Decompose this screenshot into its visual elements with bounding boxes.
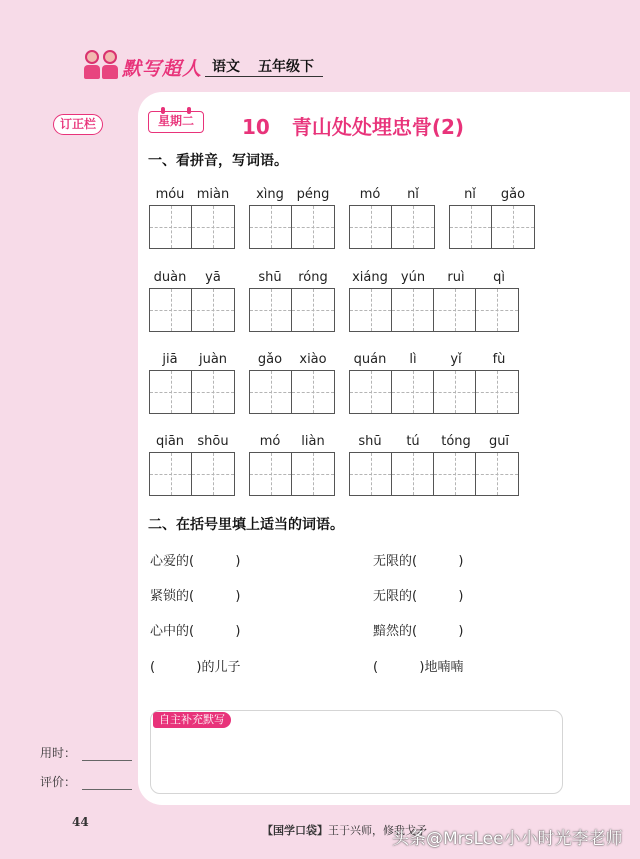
pinyin-syllable: guī [488, 434, 510, 449]
fill-item[interactable]: ( )地喃喃 [373, 660, 464, 675]
fill-item[interactable]: 无限的( ) [373, 589, 464, 604]
writing-grid [349, 288, 519, 332]
writing-grid [149, 288, 235, 332]
writing-grid [149, 205, 235, 249]
time-field [40, 744, 132, 761]
fill-item[interactable]: ( )的儿子 [150, 660, 241, 675]
pinyin-syllable: fù [492, 352, 506, 367]
watermark: 头条@MrsLee小小时光李老师 [392, 829, 623, 849]
writing-cell[interactable] [250, 289, 292, 331]
writing-cell[interactable] [434, 453, 476, 495]
logo-boy-icon [102, 50, 118, 80]
pinyin-syllable: mó [359, 187, 381, 202]
self-write-label: 自主补充默写 [153, 712, 231, 728]
writing-cell[interactable] [192, 206, 234, 248]
pinyin-syllable: liàn [301, 434, 325, 449]
pinyin-syllable: péng [296, 187, 330, 202]
lesson-title [242, 111, 464, 140]
pinyin-syllable: xìng [256, 187, 284, 202]
writing-grid [249, 370, 335, 414]
pinyin-syllable: jiā [162, 352, 178, 367]
writing-cell[interactable] [392, 289, 434, 331]
writing-cell[interactable] [476, 453, 518, 495]
section2-title: 二、在括号里填上适当的词语。 [148, 517, 344, 533]
pinyin-syllable: gǎo [500, 187, 526, 202]
writing-cell[interactable] [250, 453, 292, 495]
time-blank[interactable] [82, 760, 132, 761]
writing-cell[interactable] [150, 371, 192, 413]
grade-label: 五年级下 [258, 59, 314, 75]
pinyin-syllable: róng [298, 270, 328, 285]
logo [84, 48, 214, 84]
pinyin-syllable: yǐ [450, 352, 462, 367]
header-underline [205, 76, 323, 77]
header-info [212, 56, 332, 76]
writing-cell[interactable] [350, 289, 392, 331]
eval-field [40, 773, 132, 790]
pinyin-syllable: tú [406, 434, 420, 449]
writing-cell[interactable] [192, 453, 234, 495]
pinyin-syllable: juàn [198, 352, 228, 367]
fill-item[interactable]: 紧锁的( ) [150, 589, 241, 604]
pinyin-syllable: yún [400, 270, 426, 285]
writing-cell[interactable] [192, 289, 234, 331]
section1-title: 一、看拼音，写词语。 [148, 153, 288, 169]
writing-grid [149, 370, 235, 414]
pinyin-syllable: shū [358, 434, 382, 449]
writing-grid [249, 452, 335, 496]
writing-grid [249, 288, 335, 332]
writing-cell[interactable] [150, 453, 192, 495]
writing-cell[interactable] [350, 206, 392, 248]
writing-cell[interactable] [292, 453, 334, 495]
pinyin-syllable: móu [155, 187, 185, 202]
day-tag: 星期二 [148, 111, 204, 133]
writing-cell[interactable] [350, 453, 392, 495]
fill-item[interactable]: 心爱的( ) [150, 554, 241, 569]
writing-cell[interactable] [476, 371, 518, 413]
logo-text: 默写超人 [122, 58, 203, 80]
writing-grid [349, 205, 435, 249]
pinyin-syllable: gǎo [257, 352, 283, 367]
writing-grid [249, 205, 335, 249]
fill-item[interactable]: 心中的( ) [150, 624, 241, 639]
writing-cell[interactable] [392, 206, 434, 248]
writing-cell[interactable] [150, 206, 192, 248]
pinyin-syllable: qiān [155, 434, 185, 449]
pinyin-syllable: qì [493, 270, 505, 285]
fill-item[interactable]: 无限的( ) [373, 554, 464, 569]
fill-item[interactable]: 黯然的( ) [373, 624, 464, 639]
pinyin-syllable: quán [353, 352, 387, 367]
pinyin-syllable: tóng [441, 434, 471, 449]
pinyin-syllable: xiào [299, 352, 327, 367]
writing-grid [449, 205, 535, 249]
writing-cell[interactable] [192, 371, 234, 413]
lesson-name: 青山处处埋忠骨(2) [291, 115, 465, 139]
pinyin-syllable: miàn [196, 187, 230, 202]
pinyin-syllable: ruì [447, 270, 465, 285]
writing-cell[interactable] [450, 206, 492, 248]
eval-label: 评价： [40, 775, 77, 789]
eval-blank[interactable] [82, 789, 132, 790]
writing-cell[interactable] [292, 206, 334, 248]
writing-cell[interactable] [150, 289, 192, 331]
writing-cell[interactable] [350, 371, 392, 413]
writing-cell[interactable] [476, 289, 518, 331]
time-label: 用时： [40, 746, 77, 760]
pinyin-syllable: yā [205, 270, 221, 285]
writing-cell[interactable] [292, 371, 334, 413]
pinyin-syllable: lì [409, 352, 417, 367]
page-number: 44 [72, 815, 89, 829]
writing-cell[interactable] [250, 371, 292, 413]
subject-label: 语文 [212, 59, 240, 75]
lesson-number: 10 [242, 115, 270, 139]
writing-cell[interactable] [492, 206, 534, 248]
logo-girl-icon [84, 50, 100, 80]
writing-cell[interactable] [292, 289, 334, 331]
pinyin-syllable: xiáng [352, 270, 388, 285]
writing-grid [349, 370, 519, 414]
writing-cell[interactable] [392, 453, 434, 495]
writing-cell[interactable] [434, 371, 476, 413]
pinyin-syllable: shōu [197, 434, 229, 449]
pinyin-syllable: mó [259, 434, 281, 449]
footer-brand: 【国学口袋】 [262, 824, 328, 837]
pinyin-syllable: duàn [153, 270, 187, 285]
writing-cell[interactable] [392, 371, 434, 413]
footer-quote-text: 王于兴师，修我戈矛 [328, 824, 427, 837]
writing-grid [349, 452, 519, 496]
writing-cell[interactable] [250, 206, 292, 248]
pinyin-syllable: nǐ [407, 187, 419, 202]
correction-column-label: 订正栏 [53, 114, 103, 135]
pinyin-syllable: nǐ [464, 187, 476, 202]
writing-grid [149, 452, 235, 496]
writing-cell[interactable] [434, 289, 476, 331]
pinyin-syllable: shū [258, 270, 282, 285]
